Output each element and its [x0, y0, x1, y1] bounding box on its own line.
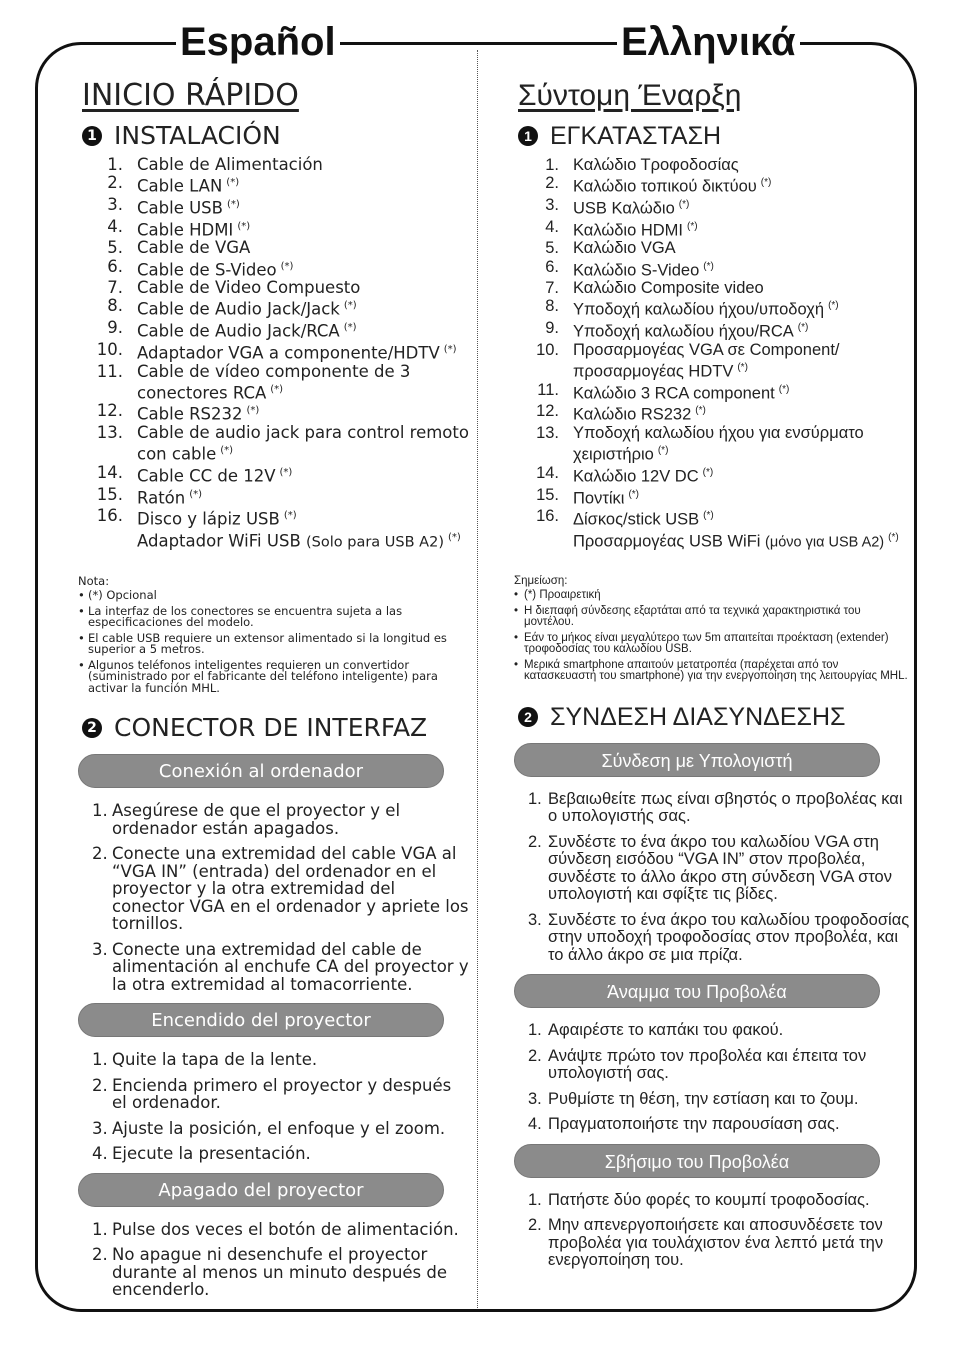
item-text: Cable USB	[137, 198, 223, 218]
step-text: Quite la tapa de la lente.	[112, 1050, 318, 1070]
step-item	[92, 1051, 470, 1069]
step-item	[92, 941, 470, 994]
optional-marker: (*)	[657, 445, 669, 457]
section-number-badge: 2	[518, 707, 538, 727]
installation-heading	[82, 120, 470, 152]
step-text: Πραγματοποιήστε την παρουσίαση σας.	[548, 1115, 840, 1134]
optional-marker: (*)	[246, 405, 260, 417]
list-item	[522, 486, 913, 508]
item-text-block	[137, 424, 470, 464]
item-text-block	[573, 381, 913, 403]
item-extra-qualifier: (μόνο για USB A2)	[765, 534, 885, 551]
item-number: 13.	[536, 424, 559, 443]
item-text-block	[137, 341, 470, 363]
optional-marker: (*)	[280, 260, 294, 272]
step-item	[528, 1116, 913, 1134]
optional-marker: (*)	[226, 198, 240, 210]
item-text-block	[137, 279, 470, 297]
step-number: 2.	[528, 832, 542, 851]
optional-marker: (*)	[283, 510, 297, 522]
optional-marker: (*)	[270, 383, 284, 395]
optional-marker: (*)	[687, 220, 698, 232]
cable-list	[86, 156, 470, 552]
list-item	[522, 156, 913, 174]
item-number: 4.	[107, 216, 123, 236]
section-number-badge: 2	[82, 718, 102, 738]
item-extra-qualifier: (Solo para USB A2)	[306, 534, 444, 551]
list-item	[86, 424, 470, 464]
item-text: Disco y lápiz USB	[137, 509, 280, 529]
item-text: Καλώδιο 3 RCA component	[573, 384, 775, 403]
step-number: 3.	[528, 1089, 542, 1108]
item-text: Καλώδιο VGA	[573, 239, 676, 258]
item-text: USB Καλώδιο	[573, 199, 675, 218]
list-item	[86, 239, 470, 257]
item-text-block	[573, 464, 913, 486]
step-number: 3.	[92, 939, 108, 959]
item-text: Cable de audio jack para control remoto con cable	[137, 423, 469, 464]
optional-marker: (*)	[226, 177, 240, 189]
list-item	[86, 156, 470, 174]
item-number: 6.	[107, 256, 123, 276]
item-number: 1.	[107, 155, 123, 174]
interface-connector-heading	[82, 712, 470, 744]
step-number: 1.	[92, 1219, 108, 1239]
item-text-block	[137, 402, 470, 424]
note-list	[514, 590, 913, 683]
list-item	[86, 402, 470, 424]
item-number: 9.	[545, 319, 559, 338]
note-item: • Μερικά smartphone απαιτούν μετατροπέα (παρέχεται από τον κατασκευαστή του smartphone) για την ενεργοποίηση της λειτουργίας MHL.	[514, 660, 913, 683]
list-item	[522, 381, 913, 403]
step-number: 1.	[92, 801, 108, 821]
item-number: 5.	[545, 239, 559, 258]
step-text: Conecte una extremidad del cable de alimentación al enchufe CA del proyector y la otra extremidad al tomacorriente.	[112, 939, 469, 994]
list-item	[522, 341, 913, 381]
item-text: Καλώδιο S-Video	[573, 261, 700, 280]
list-item	[86, 507, 470, 551]
step-text: Ρυθμίστε τη θέση, την εστίαση και το ζουμ.	[548, 1089, 859, 1108]
item-number: 15.	[96, 484, 123, 504]
list-item	[86, 341, 470, 363]
installation-heading	[518, 120, 913, 152]
step-number: 2.	[528, 1046, 542, 1065]
item-number: 15.	[536, 485, 559, 504]
steps-list	[92, 1221, 470, 1299]
step-item	[528, 834, 913, 904]
interface-connector-heading-text: ΣΥΝΔΕΣΗ ΔΙΑΣΥΝΔΕΣΗΣ	[550, 702, 846, 731]
installation-heading-text: ΕΓΚΑΤΑΣΤΑΣΗ	[550, 122, 722, 150]
item-text-block	[137, 239, 470, 257]
note-item: • El cable USB requiere un extensor alimentado si la longitud es superior a 5 metros.	[78, 633, 470, 656]
item-text: Cable de VGA	[137, 238, 251, 258]
item-text: Cable RS232	[137, 404, 243, 424]
step-item	[528, 1022, 913, 1040]
list-item	[86, 363, 470, 403]
note-block	[78, 573, 470, 695]
note-item: • Εάν το μήκος είναι μεγαλύτερο των 5m απαιτείται προέκταση (extender) τροφοδοσίας του καλωδίου USB.	[514, 633, 913, 656]
optional-marker: (*)	[702, 467, 714, 479]
item-text: Cable de Audio Jack/RCA	[137, 321, 340, 341]
item-text-block	[137, 319, 470, 341]
step-item	[92, 1145, 470, 1163]
item-text: Υποδοχή καλωδίου ήχου/RCA	[573, 322, 794, 341]
optional-marker: (*)	[695, 405, 706, 417]
step-number: 4.	[92, 1144, 108, 1164]
item-text-block	[573, 196, 913, 218]
list-item	[522, 174, 913, 196]
greek-column	[508, 76, 913, 1278]
step-text: Conecte una extremidad del cable VGA al “VGA IN” (entrada) del ordenador en el proyector y la otra extremidad del conector VGA en el ordenador y apriete los tornillos.	[112, 844, 469, 934]
item-text-block	[573, 402, 913, 424]
interface-connector-heading-text: CONECTOR DE INTERFAZ	[114, 713, 428, 743]
item-number: 8.	[107, 296, 123, 316]
item-text-block	[137, 174, 470, 196]
steps-list	[528, 1192, 913, 1270]
optional-marker: (*)	[220, 445, 234, 457]
optional-marker: (*)	[737, 362, 748, 374]
item-extra-text: Προσαρμογέας USB WiFi	[573, 532, 761, 551]
list-item	[522, 258, 913, 280]
list-item	[522, 319, 913, 341]
step-number: 2.	[528, 1216, 542, 1235]
section-pill-header: Encendido del proyector	[78, 1003, 444, 1037]
item-text: Cable de S-Video	[137, 260, 277, 280]
step-number: 1.	[92, 1050, 108, 1070]
optional-marker: (*)	[703, 510, 714, 522]
item-text-block	[137, 258, 470, 280]
step-text: Πατήστε δύο φορές το κουμπί τροφοδοσίας.	[548, 1190, 870, 1209]
item-number: 1.	[545, 156, 559, 174]
item-number: 12.	[96, 401, 123, 421]
interface-connector-heading	[518, 701, 913, 733]
item-text: Καλώδιο Τροφοδοσίας	[573, 156, 739, 174]
step-text: Συνδέστε το ένα άκρο του καλωδίου τροφοδοσίας στην υποδοχή τροφοδοσίας στον προβολέα, και το άλλο άκρο σε μια πρίζα.	[548, 910, 910, 964]
section-pill-header: Άναμμα του Προβολέα	[514, 974, 880, 1008]
item-text: Υποδοχή καλωδίου ήχου/υποδοχή	[573, 300, 825, 319]
item-text: Cable CC de 12V	[137, 466, 276, 486]
section-pill-header: Apagado del proyector	[78, 1173, 444, 1207]
note-item: • Η διεπαφή σύνδεσης εξαρτάται από τα τεχνικά χαρακτηριστικά του μοντέλου.	[514, 606, 913, 629]
item-text: Cable LAN	[137, 176, 223, 196]
step-item	[528, 1192, 913, 1210]
spanish-heading: Español	[176, 18, 340, 66]
optional-marker: (*)	[237, 220, 251, 232]
note-label: Σημείωση:	[514, 574, 568, 587]
item-text: Ratón	[137, 488, 186, 508]
list-item	[522, 507, 913, 551]
item-text: Καλώδιο τοπικού δικτύου	[573, 177, 757, 196]
item-text: Υποδοχή καλωδίου ήχου για ενσύρματο χειριστήριο	[573, 424, 864, 464]
item-text-block	[137, 297, 470, 319]
item-text: Adaptador VGA a componente/HDTV	[137, 343, 440, 363]
item-number: 7.	[545, 279, 559, 298]
note-list	[78, 590, 470, 694]
item-text-block	[573, 218, 913, 240]
step-item	[92, 1077, 470, 1112]
steps-list	[528, 1022, 913, 1134]
note-block	[514, 576, 913, 683]
item-text-block	[573, 174, 913, 196]
step-text: Ajuste la posición, el enfoque y el zoom.	[112, 1118, 446, 1138]
step-item	[528, 912, 913, 965]
item-text-block	[573, 507, 913, 551]
section-pill-header: Conexión al ordenador	[78, 754, 444, 788]
list-item	[522, 196, 913, 218]
step-item	[92, 845, 470, 933]
step-number: 1.	[528, 1190, 542, 1209]
step-item	[92, 1221, 470, 1239]
item-text-block	[137, 156, 470, 174]
item-number: 8.	[545, 297, 559, 316]
item-number: 10.	[536, 340, 559, 359]
step-number: 2.	[92, 1075, 108, 1095]
step-item	[92, 802, 470, 837]
item-number: 3.	[545, 195, 559, 214]
spanish-column	[72, 76, 470, 1307]
note-label: Nota:	[78, 573, 110, 588]
list-item	[522, 279, 913, 297]
step-number: 2.	[92, 844, 108, 864]
step-item	[92, 1246, 470, 1299]
item-text-block	[137, 363, 470, 403]
item-text-block	[137, 218, 470, 240]
steps-list	[528, 791, 913, 965]
section-number-badge: 1	[518, 126, 538, 146]
item-text: Cable de Video Compuesto	[137, 278, 361, 298]
item-text: Δίσκος/stick USB	[573, 510, 700, 529]
item-text-block	[573, 341, 913, 381]
item-number: 16.	[536, 507, 559, 526]
item-text: Καλώδιο 12V DC	[573, 467, 699, 486]
item-text: Cable de vídeo componente de 3 conectores RCA	[137, 361, 411, 403]
step-item	[528, 1091, 913, 1109]
item-number: 4.	[545, 217, 559, 236]
optional-marker: (*)	[343, 300, 357, 312]
list-item	[522, 402, 913, 424]
list-item	[86, 279, 470, 297]
section-pill-header: Σύνδεση με Υπολογιστή	[514, 743, 880, 777]
optional-marker: (*)	[189, 488, 203, 500]
optional-marker: (*)	[343, 322, 357, 334]
item-text: Cable HDMI	[137, 220, 234, 240]
item-text: Cable de Alimentación	[137, 155, 323, 174]
item-text: Cable de Audio Jack/Jack	[137, 299, 340, 319]
step-number: 1.	[528, 789, 542, 808]
note-item: • (*) Προαιρετική	[514, 590, 913, 602]
item-text-block	[137, 464, 470, 486]
item-number: 2.	[107, 173, 123, 193]
item-number: 6.	[545, 257, 559, 276]
step-text: Βεβαιωθείτε πως είναι σβηστός ο προβολέας και ο υπολογιστής σας.	[548, 789, 903, 826]
step-text: Συνδέστε το ένα άκρο του καλωδίου VGA στη σύνδεση εισόδου “VGA IN” στον προβολέα, συνδέστε το άλλο άκρο στη σύνδεση VGA στον υπολογιστή και σφίξτε τις βίδες.	[548, 832, 892, 904]
steps-list	[92, 802, 470, 993]
list-item	[522, 297, 913, 319]
step-item	[528, 791, 913, 826]
item-extra-text: Adaptador WiFi USB	[137, 531, 301, 551]
item-number: 11.	[537, 380, 559, 399]
list-item	[86, 319, 470, 341]
list-item	[86, 174, 470, 196]
item-text-block	[137, 507, 470, 551]
list-item	[86, 258, 470, 280]
item-number: 3.	[107, 194, 123, 214]
list-item	[86, 297, 470, 319]
optional-marker: (*)	[628, 488, 640, 500]
optional-marker: (*)	[778, 383, 790, 395]
step-number: 3.	[92, 1118, 108, 1138]
section-pill-header: Σβήσιμο του Προβολέα	[514, 1144, 880, 1178]
item-number: 16.	[96, 506, 123, 526]
item-text-block	[573, 319, 913, 341]
item-text-block	[137, 196, 470, 218]
step-number: 3.	[528, 910, 542, 929]
item-number: 11.	[96, 361, 123, 381]
item-number: 5.	[107, 238, 123, 258]
item-number: 14.	[96, 463, 123, 483]
quick-start-title: Σύντομη Έναρξη	[518, 79, 742, 112]
item-number: 2.	[545, 174, 559, 193]
item-text-block	[137, 486, 470, 508]
item-text-block	[573, 297, 913, 319]
item-text: Καλώδιο HDMI	[573, 221, 683, 240]
item-number: 9.	[107, 318, 123, 338]
step-text: Ejecute la presentación.	[112, 1144, 311, 1164]
installation-heading-text: INSTALACIÓN	[114, 121, 281, 150]
step-text: Encienda primero el proyector y después el ordenador.	[112, 1075, 452, 1113]
step-number: 4.	[528, 1115, 542, 1134]
list-item	[522, 464, 913, 486]
list-item	[522, 424, 913, 464]
note-item: • La interfaz de los conectores se encuentra sujeta a las especificaciones del modelo.	[78, 606, 470, 629]
item-text-block	[573, 486, 913, 508]
list-item	[522, 218, 913, 240]
item-text-block	[573, 156, 913, 174]
item-text: Καλώδιο Composite video	[573, 279, 764, 298]
optional-marker: (*)	[279, 467, 293, 479]
cable-list	[522, 156, 913, 552]
item-number: 7.	[107, 278, 123, 298]
item-text-block	[573, 424, 913, 464]
item-number: 12.	[536, 402, 559, 421]
optional-marker: (*)	[828, 300, 839, 312]
list-item	[86, 486, 470, 508]
optional-marker: (*)	[703, 260, 714, 272]
item-number: 14.	[536, 464, 559, 483]
step-text: No apague ni desenchufe el proyector durante al menos un minuto después de encenderlo.	[112, 1245, 448, 1300]
step-text: Pulse dos veces el botón de alimentación.	[112, 1219, 459, 1239]
note-item: • Algunos teléfonos inteligentes requieren un convertidor (suministrado por el fabricante del teléfono inteligente) para activar la función MHL.	[78, 660, 470, 695]
column-divider	[477, 50, 478, 1308]
step-number: 2.	[92, 1245, 108, 1265]
note-item: • (*) Opcional	[78, 590, 470, 602]
list-item	[522, 239, 913, 257]
item-number: 13.	[96, 423, 123, 443]
optional-marker: (*)	[797, 322, 809, 334]
list-item	[86, 218, 470, 240]
item-text: Καλώδιο RS232	[573, 405, 692, 424]
step-text: Ανάψτε πρώτο τον προβολέα και έπειτα τον υπολογιστή σας.	[548, 1046, 867, 1083]
optional-marker: (*)	[447, 532, 461, 544]
item-number: 10.	[96, 339, 123, 359]
optional-marker: (*)	[678, 198, 690, 210]
optional-marker: (*)	[888, 532, 899, 544]
optional-marker: (*)	[443, 343, 457, 355]
optional-marker: (*)	[760, 177, 772, 189]
list-item	[86, 464, 470, 486]
item-text-block	[573, 258, 913, 280]
list-item	[86, 196, 470, 218]
step-text: Μην απενεργοποιήσετε και αποσυνδέσετε τον προβολέα για τουλάχιστον ένα λεπτό μετά την ενεργοποίηση του.	[548, 1216, 884, 1270]
quick-start-title: INICIO RÁPIDO	[82, 78, 299, 113]
item-text-block	[573, 279, 913, 297]
greek-heading: Ελληνικά	[617, 18, 800, 66]
step-number: 1.	[528, 1021, 542, 1040]
step-item	[528, 1048, 913, 1083]
item-text: Προσαρμογέας VGA σε Component/ προσαρμογέας HDTV	[573, 340, 840, 381]
item-text: Ποντίκι	[573, 489, 625, 508]
step-text: Αφαιρέστε το καπάκι του φακού.	[548, 1021, 784, 1040]
section-number-badge: 1	[82, 126, 102, 146]
step-text: Asegúrese de que el proyector y el ordenador están apagados.	[112, 801, 401, 838]
item-text-block	[573, 239, 913, 257]
steps-list	[92, 1051, 470, 1163]
step-item	[92, 1120, 470, 1138]
step-item	[528, 1217, 913, 1270]
